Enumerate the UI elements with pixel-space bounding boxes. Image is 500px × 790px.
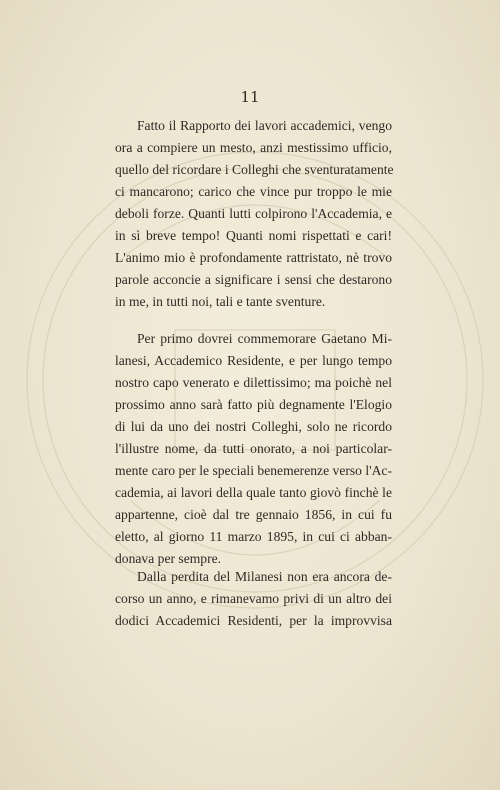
paragraph-2 — [115, 328, 392, 570]
text-line: parole acconcie a significare i sensi che destarono — [115, 272, 392, 287]
text-line: Fatto il Rapporto dei lavori accademici, vengo — [137, 118, 392, 133]
text-line: cademia, ai lavori della quale tanto giovò finchè le — [115, 485, 392, 500]
page-number: 11 — [240, 88, 260, 106]
text-line: di lui da uno dei nostri Colleghi, solo ne ricordo — [115, 419, 392, 434]
text-line: deboli forze. Quanti lutti colpirono l'Accademia, e — [115, 206, 392, 221]
text-line: corso un anno, e rimanevamo privi di un altro dei — [115, 591, 392, 606]
text-line: ci mancarono; carico che vince pur troppo le mie — [115, 184, 392, 199]
text-line: in sì breve tempo! Quanti nomi rispettati e cari! — [115, 228, 392, 243]
text-line: in me, in tutti noi, tali e tante sventure. — [115, 294, 326, 309]
text-line: ora a compiere un mesto, anzi mestissimo ufficio, — [115, 140, 392, 155]
paragraph-3 — [115, 566, 392, 632]
text-line: Dalla perdita del Milanesi non era ancora de- — [137, 569, 392, 584]
text-line: L'animo mio è profondamente rattristato, nè trovo — [115, 250, 392, 265]
text-line: l'illustre nome, da tutti onorato, a noi particolar- — [115, 441, 392, 456]
text-line: lanesi, Accademico Residente, e per lungo tempo — [115, 353, 392, 368]
text-line: mente caro per le speciali benemerenze verso l'Ac- — [115, 463, 392, 478]
text-line: Per primo dovrei commemorare Gaetano Mi- — [137, 331, 392, 346]
text-line: eletto, al giorno 11 marzo 1895, in cui ci abban- — [115, 529, 392, 544]
text-line: quello del ricordare i Colleghi che sventuratamente — [115, 162, 394, 177]
text-line: donava per sempre. — [115, 551, 222, 566]
paragraph-1 — [115, 115, 392, 313]
text-line: nostro capo venerato e dilettissimo; ma poichè nel — [115, 375, 392, 390]
text-line: appartenne, cioè dal tre gennaio 1856, in cui fu — [115, 507, 392, 522]
text-line: prossimo anno sarà fatto più degnamente l'Elogio — [115, 397, 392, 412]
text-line: dodici Accademici Residenti, per la improvvisa — [115, 613, 392, 628]
